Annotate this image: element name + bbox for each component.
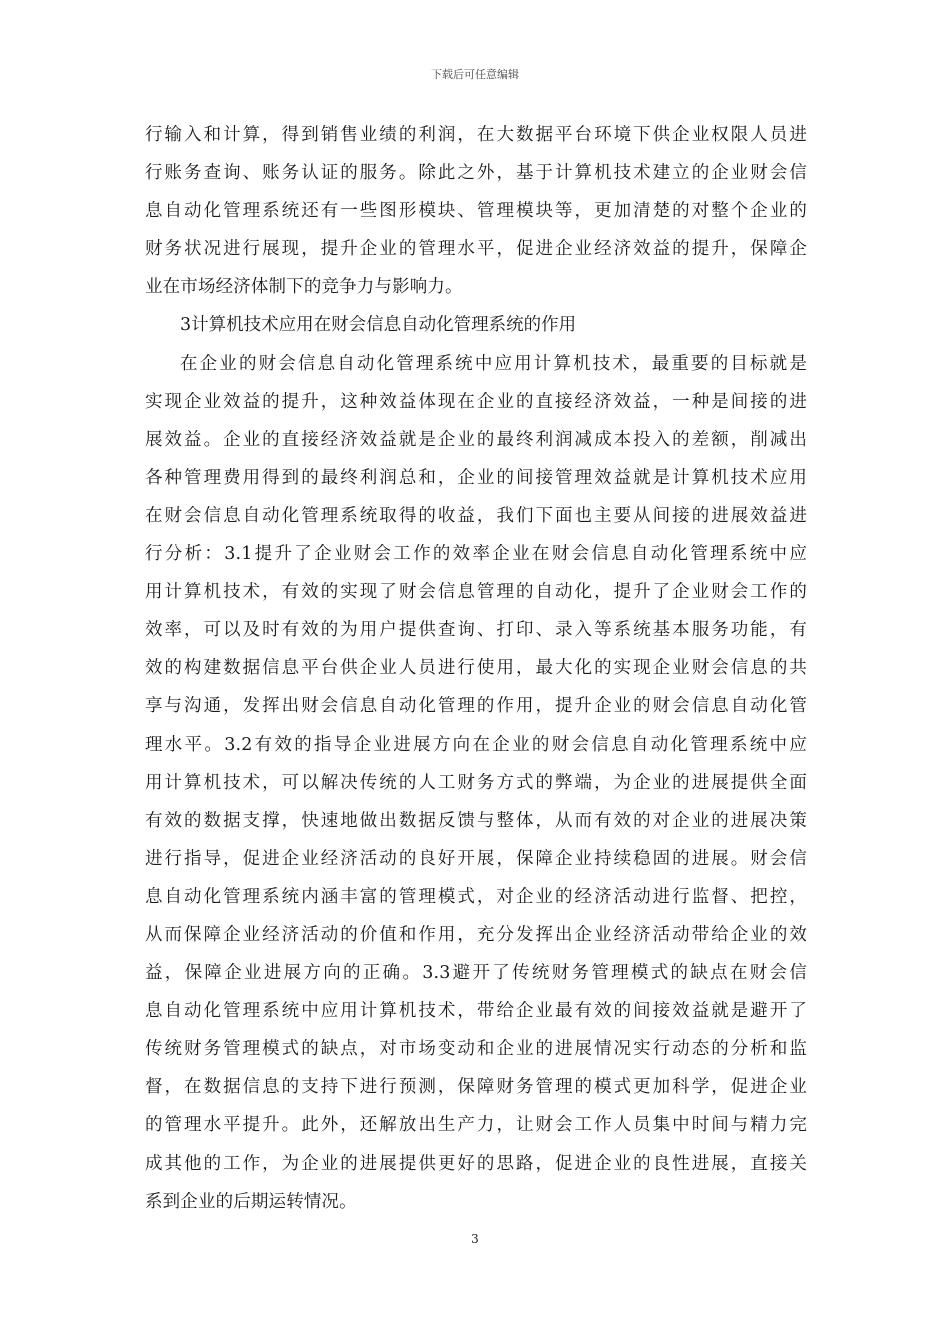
text-line: 在财会信息自动化管理系统取得的收益，我们下面也主要从间接的进展效益进 bbox=[145, 505, 807, 526]
page-header-note: 下载后可任意编辑 bbox=[431, 68, 519, 81]
text-line: 进行指导，促进企业经济活动的良好开展，保障企业持续稳固的进展。财会信 bbox=[145, 848, 807, 869]
text-line: 业在市场经济体制下的竞争力与影响力。 bbox=[145, 277, 463, 298]
text-line: 理水平。3.2有效的指导企业进展方向在企业的财会信息自动化管理系统中应 bbox=[145, 734, 807, 755]
text-line: 益，保障企业进展方向的正确。3.3避开了传统财务管理模式的缺点在财会信 bbox=[145, 963, 807, 984]
text-line: 的管理水平提升。此外，还解放出生产力，让财会工作人员集中时间与精力完 bbox=[145, 1115, 807, 1136]
text-line: 息自动化管理系统中应用计算机技术，带给企业最有效的间接效益就是避开了 bbox=[145, 1001, 807, 1022]
page-number: 3 bbox=[471, 1232, 479, 1246]
text-line: 传统财务管理模式的缺点，对市场变动和企业的进展情况实行动态的分析和监 bbox=[145, 1039, 807, 1060]
text-line: 各种管理费用得到的最终利润总和，企业的间接管理效益就是计算机技术应用 bbox=[145, 467, 807, 488]
text-line: 督，在数据信息的支持下进行预测，保障财务管理的模式更加科学，促进企业 bbox=[145, 1077, 807, 1098]
text-line: 效率，可以及时有效的为用户提供查询、打印、录入等系统基本服务功能，有 bbox=[145, 620, 807, 641]
text-line: 行账务查询、账务认证的服务。除此之外，基于计算机技术建立的企业财会信 bbox=[145, 163, 807, 184]
text-line: 息自动化管理系统还有一些图形模块、管理模块等，更加清楚的对整个企业的 bbox=[145, 201, 807, 222]
text-line: 用计算机技术，有效的实现了财会信息管理的自动化，提升了企业财会工作的 bbox=[145, 582, 807, 603]
text-line: 在企业的财会信息自动化管理系统中应用计算机技术，最重要的目标就是 bbox=[180, 353, 807, 374]
text-line: 效的构建数据信息平台供企业人员进行使用，最大化的实现企业财会信息的共 bbox=[145, 658, 807, 679]
text-line: 有效的数据支撑，快速地做出数据反馈与整体，从而有效的对企业的进展决策 bbox=[145, 810, 807, 831]
text-line: 行分析：3.1提升了企业财会工作的效率企业在财会信息自动化管理系统中应 bbox=[145, 544, 807, 565]
text-line: 实现企业效益的提升，这种效益体现在企业的直接经济效益，一种是间接的进 bbox=[145, 391, 807, 412]
text-line: 用计算机技术，可以解决传统的人工财务方式的弊端，为企业的进展提供全面 bbox=[145, 772, 807, 793]
text-line: 财务状况进行展现，提升企业的管理水平，促进企业经济效益的提升，保障企 bbox=[145, 239, 807, 260]
text-line: 享与沟通，发挥出财会信息自动化管理的作用，提升企业的财会信息自动化管 bbox=[145, 696, 807, 717]
text-line: 从而保障企业经济活动的价值和作用，充分发挥出企业经济活动带给企业的效 bbox=[145, 924, 807, 945]
text-line: 行输入和计算，得到销售业绩的利润，在大数据平台环境下供企业权限人员进 bbox=[145, 125, 807, 145]
document-body bbox=[145, 116, 807, 1221]
text-line: 成其他的工作，为企业的进展提供更好的思路，促进企业的良性进展，直接关 bbox=[145, 1153, 807, 1174]
text-line: 展效益。企业的直接经济效益就是企业的最终利润减成本投入的差额，削减出 bbox=[145, 429, 807, 450]
section-heading: 3计算机技术应用在财会信息自动化管理系统的作用 bbox=[180, 315, 577, 336]
paragraph-1 bbox=[145, 116, 807, 306]
text-line: 系到企业的后期运转情况。 bbox=[145, 1191, 357, 1212]
text-line: 息自动化管理系统内涵丰富的管理模式，对企业的经济活动进行监督、把控， bbox=[145, 886, 807, 907]
paragraph-2 bbox=[145, 345, 807, 1221]
